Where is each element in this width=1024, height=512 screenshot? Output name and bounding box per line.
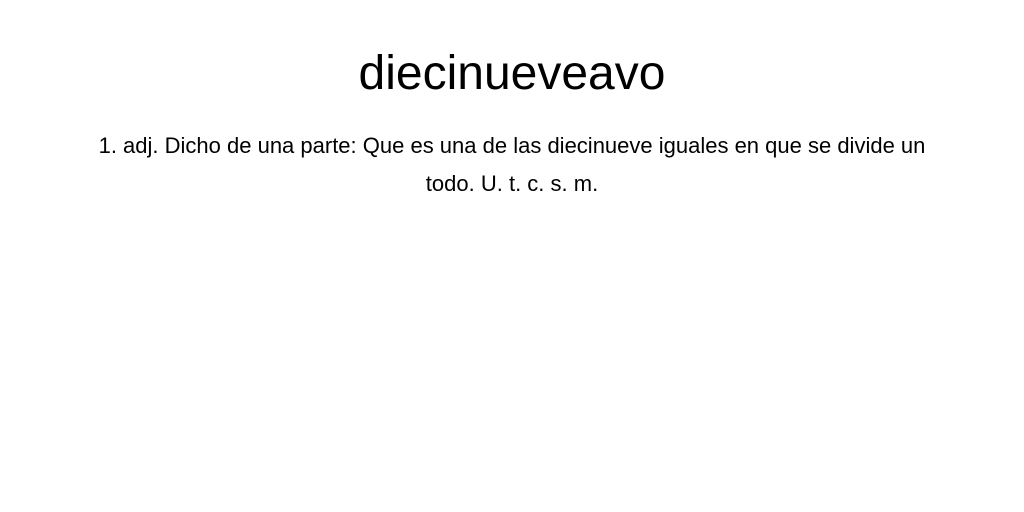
entry-word: diecinueveavo (358, 47, 666, 100)
entry-definition: 1. adj. Dicho de una parte: Que es una de las diecinueve iguales en que se divide un todo. U. t. c. s. m. (98, 133, 926, 196)
